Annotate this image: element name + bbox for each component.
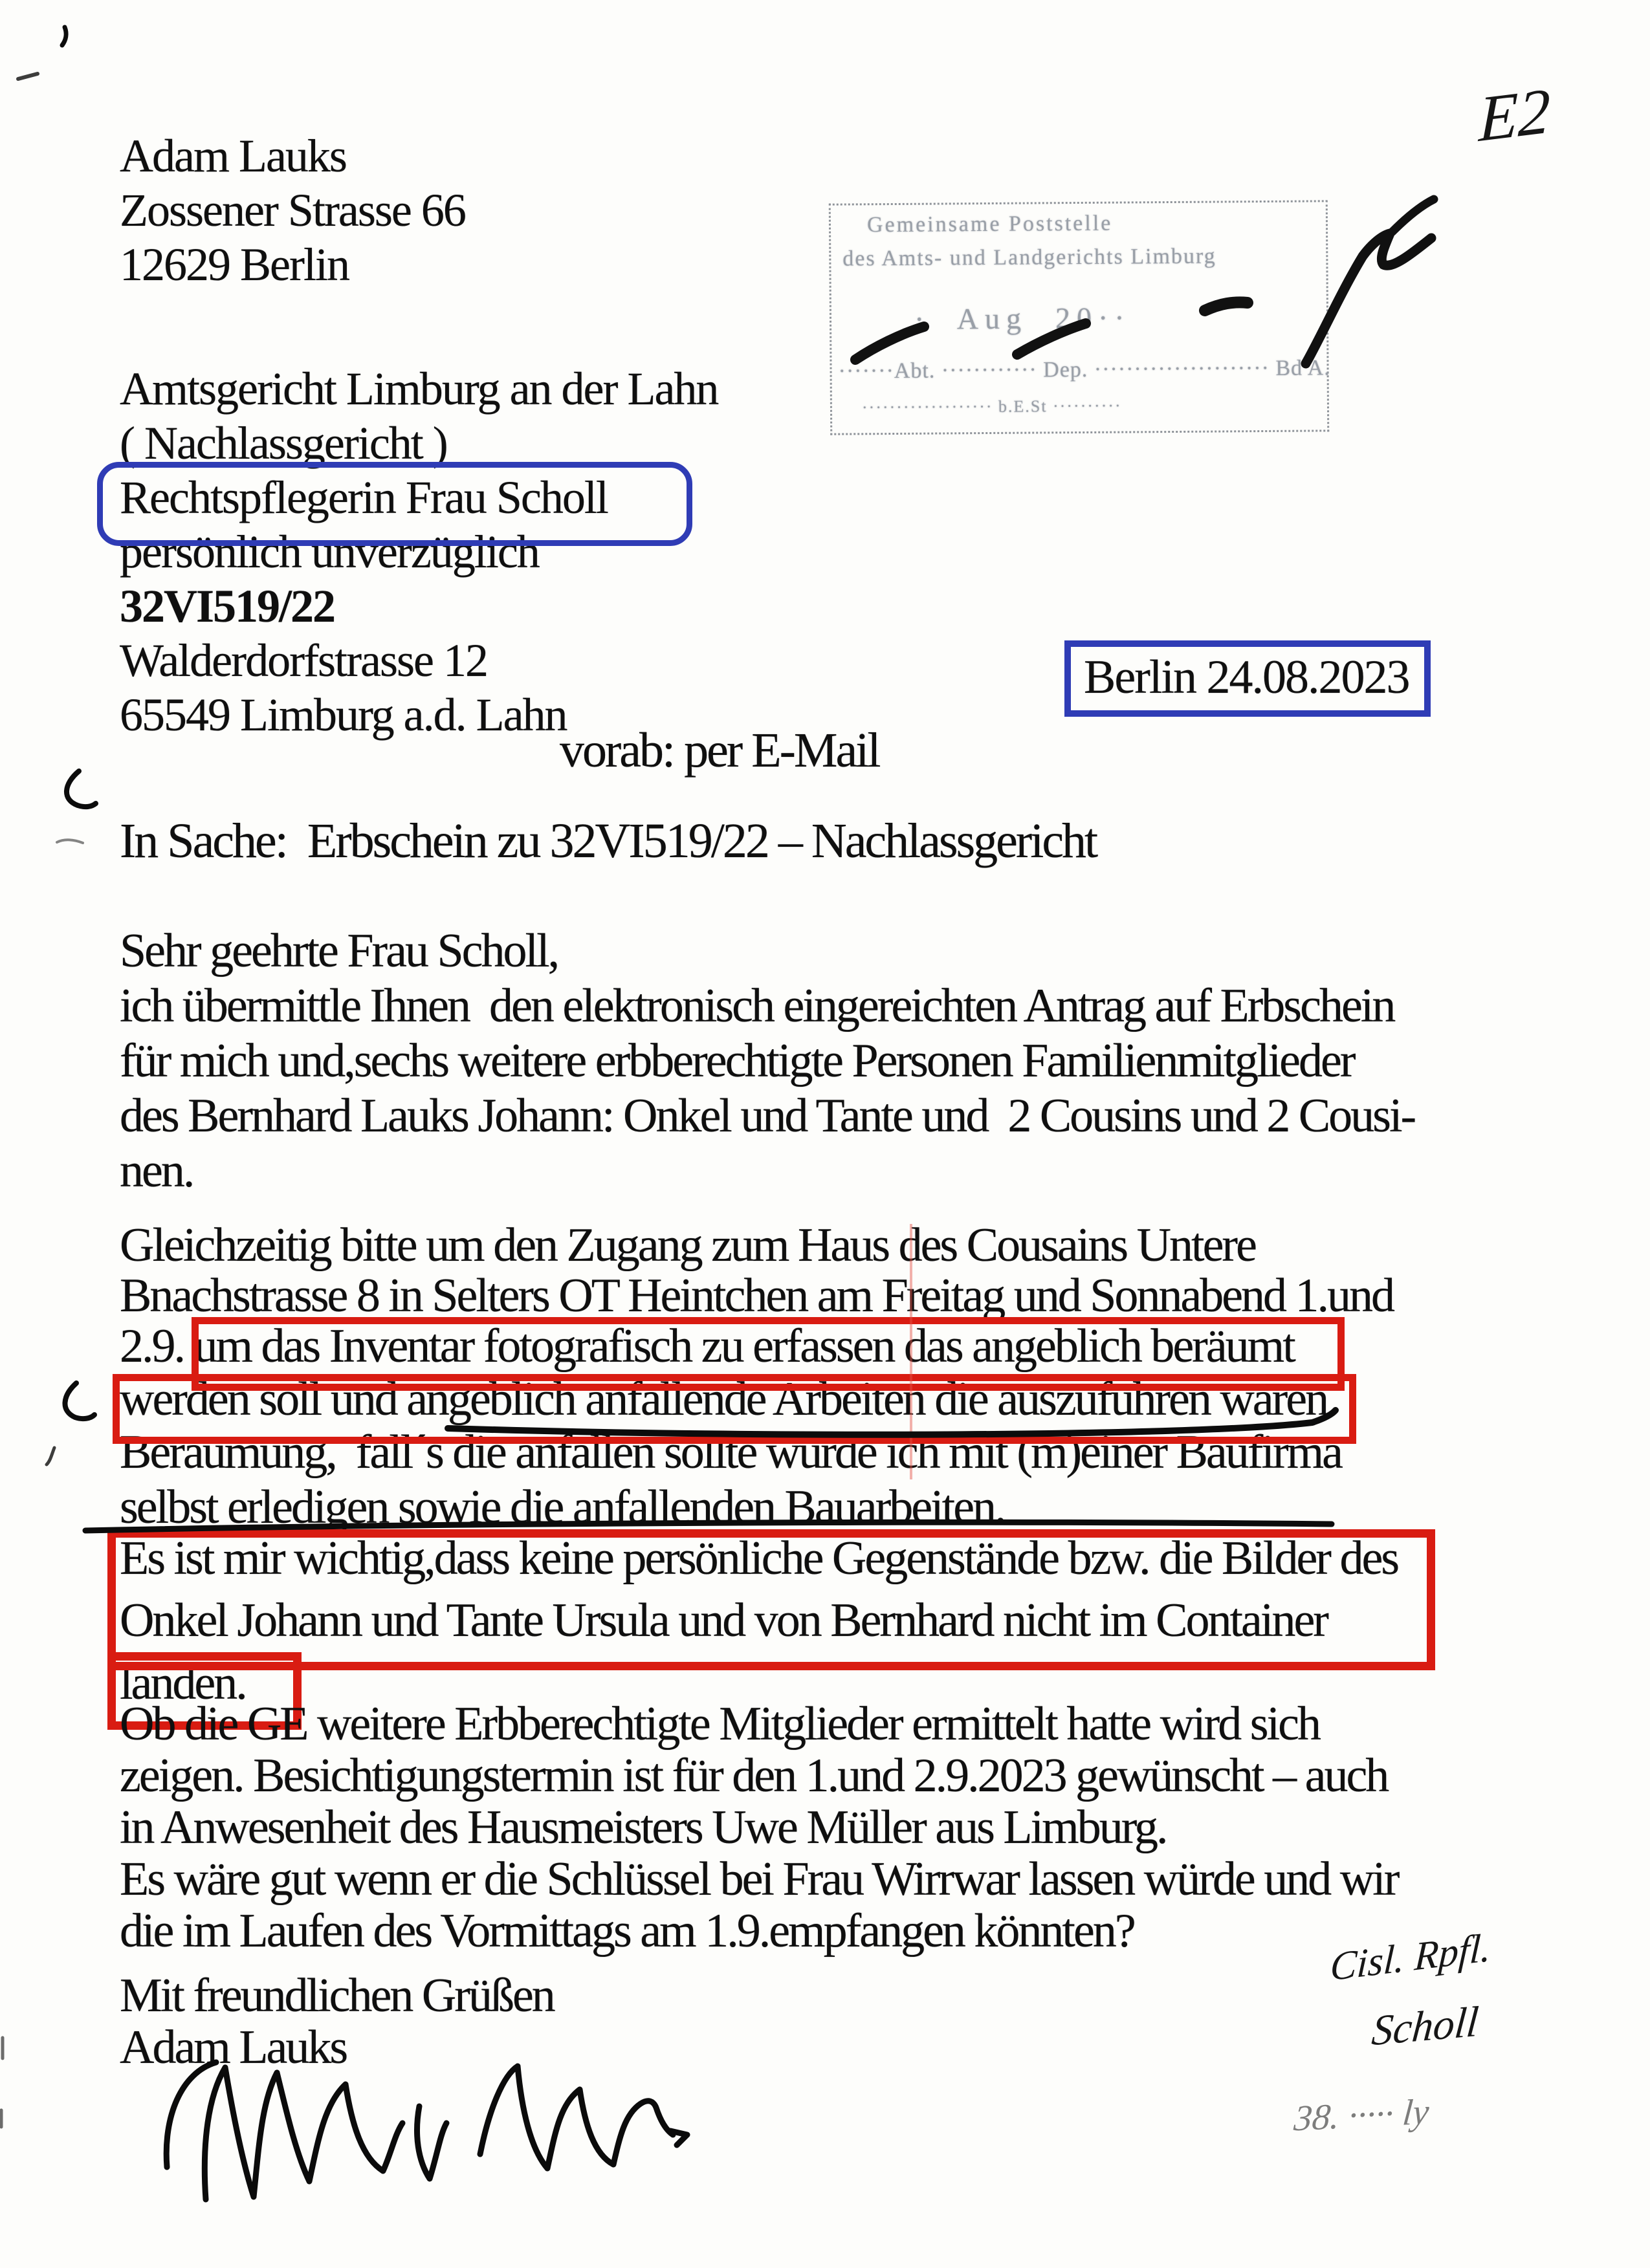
stamp-line2: des Amts- und Landgerichts Limburg [842, 244, 1216, 271]
recipient-clerk: Rechtspflegerin Frau Scholl [120, 472, 608, 523]
stamp-date: · Aug 20·· [914, 301, 1131, 336]
file-number: 32VI519/22 [120, 580, 335, 632]
recipient-city: 65549 Limburg a.d. Lahn [120, 689, 567, 741]
body-line: des Bernhard Lauks Johann: Onkel und Tante und 2 Cousins und 2 Cousi- [120, 1089, 1415, 1142]
body-line: 2.9. um das Inventar fotografisch zu erfassen das angeblich beräumt [120, 1320, 1294, 1373]
body-line: landen. [120, 1657, 246, 1710]
body-line: die im Laufen des Vormittags am 1.9.empfangen könnten? [120, 1904, 1134, 1957]
body-line: in Anwesenheit des Hausmeisters Uwe Müller aus Limburg. [120, 1801, 1167, 1854]
stamp-line1: Gemeinsame Poststelle [866, 211, 1113, 237]
sender-street: Zossener Strasse 66 [120, 184, 465, 236]
signature [166, 2062, 687, 2199]
closing-salutation: Mit freundlichen Grüßen [120, 1969, 554, 2022]
handwritten-note-date: 38. ····· ly [1292, 2091, 1431, 2139]
subject-line: In Sache: Erbschein zu 32VI519/22 – Nachlassgericht [120, 814, 1097, 868]
court-receipt-stamp [829, 200, 1329, 435]
handwritten-corner-mark: E2 [1478, 74, 1551, 156]
body-line: Gleichzeitig bitte um den Zugang zum Haus des Cousains Untere [120, 1219, 1255, 1272]
scan-artifact-marks [1, 27, 96, 2127]
body-line: werden soll und angeblich anfallende Arbeiten die auszuführen wären. [120, 1373, 1337, 1426]
body-line: Es wäre gut wenn er die Schlüssel bei Frau Wirrwar lassen würde und wir [120, 1853, 1398, 1906]
recipient-court: Amtsgericht Limburg an der Lahn [120, 363, 718, 415]
dateline: Berlin 24.08.2023 [1084, 651, 1409, 704]
stamp-abt-dep-row: ·······Abt. ············ Dep. ······················ Bd A. [838, 356, 1330, 384]
delivery-note: vorab: per E-Mail [560, 723, 879, 778]
date-box [1064, 640, 1431, 717]
body-line: Onkel Johann und Tante Ursula und von Bernhard nicht im Container [120, 1594, 1327, 1647]
sender-name: Adam Lauks [120, 130, 346, 182]
body-line: für mich und,sechs weitere erbberechtigte Personen Familienmitglieder [120, 1034, 1354, 1087]
recipient-personal-note: persönlich unverzüglich [120, 526, 539, 578]
handwritten-note-scholl: Scholl [1370, 1998, 1480, 2055]
body-line: selbst erledigen sowie die anfallenden Bauarbeiten. [120, 1481, 1005, 1534]
scan-artifact-red-line [910, 1224, 912, 1479]
closing-name: Adam Lauks [120, 2021, 347, 2074]
handwritten-note-rpfl: Cisl. Rpfl. [1329, 1925, 1492, 1990]
body-line: zeigen. Besichtigungstermin ist für den 1.und 2.9.2023 gewünscht – auch [120, 1749, 1388, 1802]
stamp-sub-row: ··················· b.E.St ·········· [861, 396, 1122, 417]
body-line: Bnachstrasse 8 in Selters OT Heintchen am Freitag und Sonnabend 1.und [120, 1269, 1394, 1322]
body-line: nen. [120, 1144, 193, 1197]
body-line: Beräumung, fall´s die anfallen sollte würde ich mit (m)einer Baufirma [120, 1426, 1342, 1479]
body-line: Sehr geehrte Frau Scholl, [120, 924, 558, 977]
body-line: Ob die GE weitere Erbberechtigte Mitglieder ermittelt hatte wird sich [120, 1697, 1319, 1750]
body-line: Es ist mir wichtig,dass keine persönliche Gegenstände bzw. die Bilder des [120, 1532, 1398, 1585]
recipient-dept: ( Nachlassgericht ) [120, 417, 447, 469]
body-line: ich übermittle Ihnen den elektronisch eingereichten Antrag auf Erbschein [120, 979, 1394, 1032]
sender-city: 12629 Berlin [120, 239, 349, 290]
recipient-street: Walderdorfstrasse 12 [120, 635, 487, 686]
